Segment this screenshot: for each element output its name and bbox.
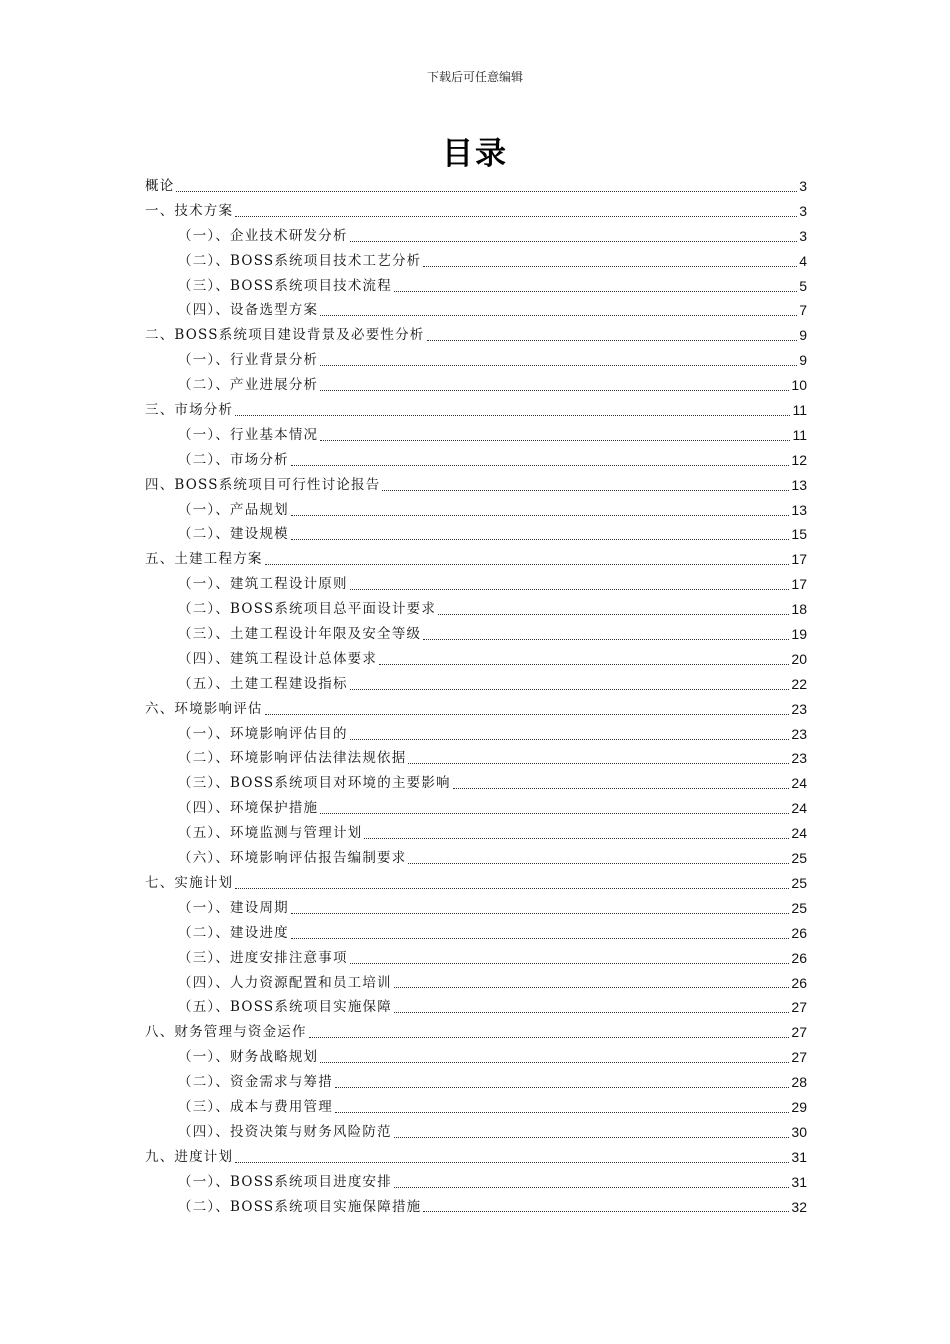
toc-entry-label: （四）、建筑工程设计总体要求 [178,650,378,667]
toc-dot-leader [291,465,790,466]
toc-entry[interactable] [145,946,807,971]
toc-entry-label: 九、进度计划 [145,1148,234,1165]
toc-entry-page-number: 22 [791,675,807,692]
toc-entry-label: （二）、BOSS系统项目技术工艺分析 [178,252,422,269]
toc-entry-page-number: 31 [791,1173,807,1190]
toc-entry-page-number: 11 [792,402,807,419]
table-of-contents [145,174,807,1219]
toc-entry-label: （四）、投资决策与财务风险防范 [178,1123,392,1140]
toc-entry-label: （四）、人力资源配置和员工培训 [178,974,392,991]
toc-entry-label: （一）、行业背景分析 [178,352,319,369]
toc-dot-leader [350,589,790,590]
toc-entry[interactable] [145,672,807,697]
toc-dot-leader [265,714,790,715]
toc-entry-label: 概论 [145,178,175,194]
toc-entry[interactable] [145,1020,807,1045]
toc-dot-leader [394,1137,790,1138]
toc-dot-leader [364,838,789,839]
toc-entry-label: 五、土建工程方案 [145,551,263,568]
toc-entry-page-number: 11 [792,426,807,443]
toc-entry-label: （一）、企业技术研发分析 [178,227,348,244]
toc-entry[interactable] [145,1070,807,1095]
toc-entry-label: （二）、环境影响评估法律法规依据 [178,750,407,767]
toc-entry-page-number: 20 [791,650,807,667]
toc-dot-leader [350,963,790,964]
toc-entry-page-number: 3 [799,178,807,194]
toc-entry-page-number: 13 [791,501,807,518]
toc-dot-leader [335,1112,789,1113]
toc-dot-leader [423,1211,789,1212]
toc-entry-label: （三）、成本与费用管理 [178,1098,333,1115]
toc-entry[interactable] [145,921,807,946]
toc-entry-page-number: 25 [791,874,807,891]
toc-entry[interactable] [145,821,807,846]
toc-dot-leader [291,913,790,914]
toc-entry-page-number: 27 [791,999,807,1016]
toc-entry-page-number: 31 [791,1148,807,1165]
toc-entry[interactable] [145,174,807,199]
toc-entry-label: （二）、资金需求与筹措 [178,1074,333,1091]
toc-dot-leader [379,664,789,665]
toc-entry-page-number: 9 [799,327,807,344]
toc-dot-leader [408,863,789,864]
toc-entry-page-number: 12 [791,451,807,468]
toc-entry-label: 四、BOSS系统项目可行性讨论报告 [145,476,381,493]
toc-entry[interactable] [145,249,807,274]
toc-dot-leader [235,888,789,889]
toc-entry-label: （二）、BOSS系统项目实施保障措施 [178,1198,422,1215]
toc-entry-page-number: 10 [791,377,807,394]
toc-entry-page-number: 23 [791,700,807,717]
toc-entry[interactable] [145,398,807,423]
toc-entry-label: 一、技术方案 [145,202,234,219]
toc-entry-label: （一）、建筑工程设计原则 [178,576,348,593]
toc-entry-label: （五）、土建工程建设指标 [178,675,348,692]
toc-entry-label: （二）、BOSS系统项目总平面设计要求 [178,601,437,618]
toc-entry[interactable] [145,448,807,473]
toc-entry-label: （三）、BOSS系统项目对环境的主要影响 [178,775,451,792]
toc-entry[interactable] [145,995,807,1020]
toc-entry-page-number: 3 [799,227,807,244]
toc-entry-page-number: 17 [791,551,807,568]
toc-dot-leader [235,415,790,416]
toc-entry[interactable] [145,1045,807,1070]
toc-entry-page-number: 30 [791,1123,807,1140]
header-note: 下载后可任意编辑 [426,70,523,84]
toc-dot-leader [320,390,789,391]
toc-entry-page-number: 23 [791,750,807,767]
toc-entry-page-number: 25 [791,850,807,867]
toc-dot-leader [320,315,797,316]
toc-entry-page-number: 27 [791,1049,807,1066]
toc-entry-page-number: 23 [791,725,807,742]
toc-entry-label: 三、市场分析 [145,402,234,419]
toc-entry-page-number: 27 [791,1024,807,1041]
toc-dot-leader [320,1062,789,1063]
toc-entry-page-number: 3 [799,202,807,219]
toc-entry-label: （一）、建设周期 [178,899,289,916]
toc-dot-leader [427,340,798,341]
toc-dot-leader [350,689,790,690]
toc-entry[interactable] [145,522,807,547]
toc-entry[interactable] [145,846,807,871]
toc-entry[interactable] [145,647,807,672]
toc-dot-leader [320,440,790,441]
toc-entry-page-number: 26 [791,974,807,991]
toc-entry[interactable] [145,298,807,323]
toc-entry[interactable] [145,274,807,299]
toc-entry-label: （三）、BOSS系统项目技术流程 [178,277,392,294]
toc-entry-label: （二）、产业进展分析 [178,377,319,394]
toc-entry[interactable] [145,622,807,647]
toc-entry-label: （五）、BOSS系统项目实施保障 [178,999,392,1016]
toc-entry-label: （六）、环境影响评估报告编制要求 [178,850,407,867]
toc-entry[interactable] [145,722,807,747]
toc-entry[interactable] [145,323,807,348]
toc-entry-page-number: 15 [791,526,807,543]
toc-entry-page-number: 28 [791,1074,807,1091]
toc-entry-label: （三）、进度安排注意事项 [178,949,348,966]
toc-entry-page-number: 7 [799,302,807,319]
toc-dot-leader [291,938,790,939]
toc-entry[interactable] [145,199,807,224]
toc-entry[interactable] [145,796,807,821]
toc-entry-page-number: 26 [791,949,807,966]
toc-entry-label: （一）、环境影响评估目的 [178,725,348,742]
toc-entry-page-number: 25 [791,899,807,916]
toc-entry-label: （二）、市场分析 [178,451,289,468]
toc-dot-leader [265,564,790,565]
toc-entry[interactable] [145,348,807,373]
toc-dot-leader [320,365,797,366]
toc-entry-label: （四）、设备选型方案 [178,302,319,319]
toc-entry-label: （二）、建设规模 [178,526,289,543]
toc-dot-leader [320,813,789,814]
toc-dot-leader [382,490,789,491]
toc-dot-leader [309,1037,790,1038]
toc-entry-label: （一）、行业基本情况 [178,426,319,443]
toc-dot-leader [235,216,797,217]
toc-entry-page-number: 19 [791,626,807,643]
toc-entry-page-number: 32 [791,1198,807,1215]
toc-entry-page-number: 9 [799,352,807,369]
toc-entry[interactable] [145,697,807,722]
toc-dot-leader [394,1012,789,1013]
toc-entry-page-number: 29 [791,1098,807,1115]
toc-entry-page-number: 17 [791,576,807,593]
toc-entry-page-number: 26 [791,924,807,941]
toc-entry[interactable] [145,224,807,249]
toc-entry-label: （一）、产品规划 [178,501,289,518]
toc-entry[interactable] [145,572,807,597]
toc-entry[interactable] [145,1120,807,1145]
toc-entry-label: （三）、土建工程设计年限及安全等级 [178,626,422,643]
toc-dot-leader [423,639,789,640]
toc-dot-leader [453,788,790,789]
toc-entry-label: （四）、环境保护措施 [178,800,319,817]
toc-entry-page-number: 5 [799,277,807,294]
toc-entry-label: （二）、建设进度 [178,924,289,941]
toc-entry-label: 七、实施计划 [145,874,234,891]
toc-entry[interactable] [145,547,807,572]
toc-entry-page-number: 4 [799,252,807,269]
toc-entry[interactable] [145,1170,807,1195]
toc-entry[interactable] [145,597,807,622]
toc-entry[interactable] [145,1095,807,1120]
toc-dot-leader [350,241,798,242]
toc-dot-leader [291,539,790,540]
toc-entry-page-number: 24 [791,825,807,842]
toc-entry[interactable] [145,871,807,896]
toc-entry[interactable] [145,423,807,448]
toc-dot-leader [291,515,790,516]
toc-dot-leader [350,739,790,740]
toc-entry[interactable] [145,896,807,921]
toc-entry[interactable] [145,746,807,771]
toc-dot-leader [394,987,790,988]
page-title: 目录 [442,136,508,172]
toc-entry-label: （五）、环境监测与管理计划 [178,825,363,842]
toc-dot-leader [423,266,797,267]
toc-entry[interactable] [145,373,807,398]
toc-entry[interactable] [145,1195,807,1220]
toc-entry[interactable] [145,473,807,498]
toc-dot-leader [335,1087,789,1088]
toc-entry-label: 八、财务管理与资金运作 [145,1024,307,1041]
toc-entry[interactable] [145,498,807,523]
toc-dot-leader [235,1162,789,1163]
toc-entry-label: 二、BOSS系统项目建设背景及必要性分析 [145,327,425,344]
toc-entry-page-number: 18 [791,601,807,618]
toc-dot-leader [438,614,789,615]
toc-entry[interactable] [145,771,807,796]
toc-entry-label: （一）、财务战略规划 [178,1049,319,1066]
toc-entry-page-number: 13 [791,476,807,493]
toc-entry[interactable] [145,971,807,996]
toc-entry-label: 六、环境影响评估 [145,700,263,717]
toc-entry-page-number: 24 [791,775,807,792]
toc-dot-leader [394,291,797,292]
toc-dot-leader [394,1187,789,1188]
toc-dot-leader [176,191,797,192]
toc-entry-label: （一）、BOSS系统项目进度安排 [178,1173,392,1190]
toc-dot-leader [408,763,789,764]
toc-entry-page-number: 24 [791,800,807,817]
toc-entry[interactable] [145,1145,807,1170]
